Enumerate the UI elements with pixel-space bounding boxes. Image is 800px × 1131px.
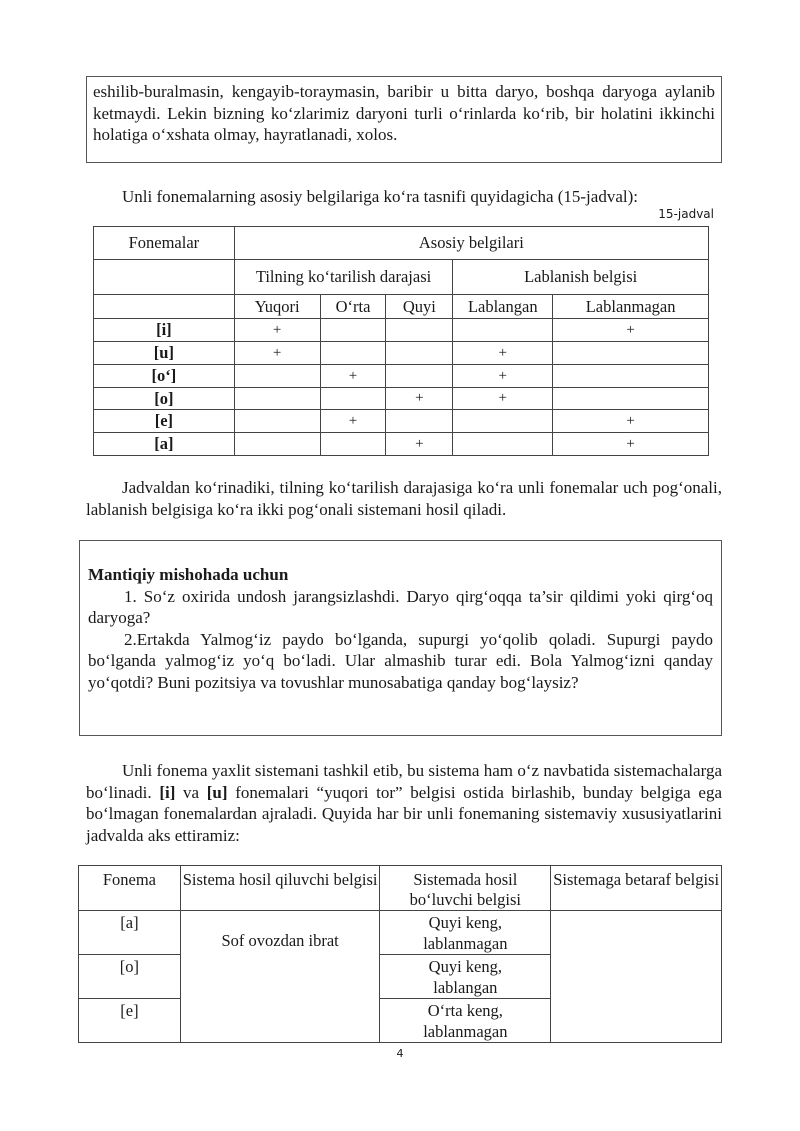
mark-cell: +	[553, 410, 709, 433]
mark-cell	[386, 410, 453, 433]
header-asosiy-belgilari: Asosiy belgilari	[234, 227, 708, 260]
table-row	[94, 319, 709, 342]
mark-cell	[453, 319, 553, 342]
mark-cell	[320, 433, 386, 456]
table-row	[94, 342, 709, 365]
mark-cell: +	[553, 319, 709, 342]
phoneme-cell: [e]	[79, 999, 181, 1043]
mark-cell	[234, 388, 320, 410]
mark-cell: +	[234, 319, 320, 342]
header-sistema-hosil-qiluvchi: Sistema hosil qiluvchi belgisi	[180, 866, 380, 911]
mark-cell: +	[386, 388, 453, 410]
phoneme-cell: [a]	[79, 911, 181, 955]
mark-cell: +	[553, 433, 709, 456]
logic-box	[79, 540, 722, 736]
mark-cell: +	[453, 342, 553, 365]
subheader-yuqori: Yuqori	[234, 295, 320, 319]
table-row	[94, 433, 709, 456]
phoneme-cell: [e]	[94, 410, 235, 433]
header-lablanish: Lablanish belgisi	[453, 260, 709, 295]
mark-cell	[320, 342, 386, 365]
phoneme-cell: [o]	[79, 955, 181, 999]
table-row	[94, 365, 709, 388]
mark-cell	[553, 388, 709, 410]
phoneme-cell: [u]	[94, 342, 235, 365]
phoneme-classification-table	[93, 226, 709, 456]
phoneme-system-table	[78, 865, 722, 1043]
header-sistemada-hosil: Sistemada hosil bo‘luvchi belgisi	[380, 866, 551, 911]
mark-cell	[386, 342, 453, 365]
mark-cell	[453, 433, 553, 456]
mark-cell	[553, 342, 709, 365]
formed-cell: Quyi keng, lablangan	[380, 955, 551, 999]
mark-cell: +	[453, 388, 553, 410]
system-text-2: va	[175, 782, 207, 802]
subheader-lablanmagan: Lablanmagan	[553, 295, 709, 319]
formed-cell: Quyi keng, lablanmagan	[380, 911, 551, 955]
subheader-lablangan: Lablangan	[453, 295, 553, 319]
mark-cell: +	[320, 410, 386, 433]
intro-paragraph: Unli fonemalarning asosiy belgilariga ko‘ra tasnifi quyidagicha (15-jadval):	[122, 187, 638, 206]
header-sistemaga-betaraf: Sistemaga betaraf belgisi	[551, 866, 722, 911]
header-tilning: Tilning ko‘tarilish darajasi	[234, 260, 453, 295]
phoneme-u-symbol: [u]	[206, 782, 228, 802]
neutral-cell	[551, 911, 722, 1043]
table-row	[79, 911, 722, 955]
mark-cell	[453, 410, 553, 433]
subheader-quyi: Quyi	[386, 295, 453, 319]
mark-cell	[234, 433, 320, 456]
phoneme-cell: [i]	[94, 319, 235, 342]
header-blank-2	[94, 295, 235, 319]
shared-cell: Sof ovozdan ibrat	[180, 911, 380, 1043]
subheader-orta: O‘rta	[320, 295, 386, 319]
after-table-paragraph: Jadvaldan ko‘rinadiki, tilning ko‘tarilish darajasiga ko‘ra unli fonemalar uch pog‘onali, lablanish belgisiga ko‘ra ikki pog‘onali sistemani hosil qiladi.	[86, 478, 722, 519]
logic-item-1: 1. So‘z oxirida undosh jarangsizlashdi. Daryo qirg‘oqqa ta’sir qildimi yoki qirg‘oq daryoga?	[88, 586, 713, 627]
header-blank	[94, 260, 235, 295]
mark-cell	[234, 365, 320, 388]
mark-cell	[320, 388, 386, 410]
system-text-1: Unli fonema yaxlit sistemani tashkil etib, bu sistema ham o‘z navbatida sistemachalarga bo‘linadi.	[86, 761, 722, 802]
table-caption: 15-jadval	[658, 207, 714, 221]
mark-cell: +	[320, 365, 386, 388]
mark-cell	[320, 319, 386, 342]
system-paragraph	[86, 760, 722, 846]
phoneme-cell: [o‘]	[94, 365, 235, 388]
quote-text: eshilib-buralmasin, kengayib-toraymasin, baribir u bitta daryo, boshqa daryoga aylanib ketmaydi. Lekin bizning ko‘zlarimiz daryoni turli o‘rinlarda ko‘rib, bir holatini ikkinchi holatiga o‘xshata olmay, hayratlanadi, xolos.	[93, 82, 715, 144]
phoneme-cell: [o]	[94, 388, 235, 410]
quote-box	[86, 76, 722, 163]
page-number: 4	[396, 1047, 404, 1060]
system-text-3: fonemalari “yuqori tor” belgisi ostida birlashib, bunday belgiga ega bo‘lmagan fonemalardan ajraladi. Quyida har bir unli fonemaning sistemaviy xususiyatlarini jadvalda aks ettiramiz:	[86, 782, 722, 845]
mark-cell: +	[453, 365, 553, 388]
mark-cell	[553, 365, 709, 388]
mark-cell	[386, 319, 453, 342]
header-fonema: Fonema	[79, 866, 181, 911]
header-fonemalar: Fonemalar	[94, 227, 235, 260]
phoneme-i-symbol: [i]	[159, 782, 176, 802]
mark-cell	[234, 410, 320, 433]
mark-cell	[386, 365, 453, 388]
mark-cell: +	[234, 342, 320, 365]
logic-item-2: 2.Ertakda Yalmog‘iz paydo bo‘lganda, supurgi yo‘qolib qoladi. Supurgi paydo bo‘lganda yalmog‘iz yo‘q bo‘ladi. Ular almashib turar edi. Bola Yalmog‘izni qanday yo‘qotdi? Buni pozitsiya va tovushlar munosabatiga qanday bog‘laysiz?	[88, 629, 713, 692]
mark-cell: +	[386, 433, 453, 456]
table-row	[94, 388, 709, 410]
table-row	[94, 410, 709, 433]
phoneme-cell: [a]	[94, 433, 235, 456]
formed-cell: O‘rta keng, lablanmagan	[380, 999, 551, 1043]
logic-box-title: Mantiqiy mishohada uchun	[88, 565, 289, 584]
